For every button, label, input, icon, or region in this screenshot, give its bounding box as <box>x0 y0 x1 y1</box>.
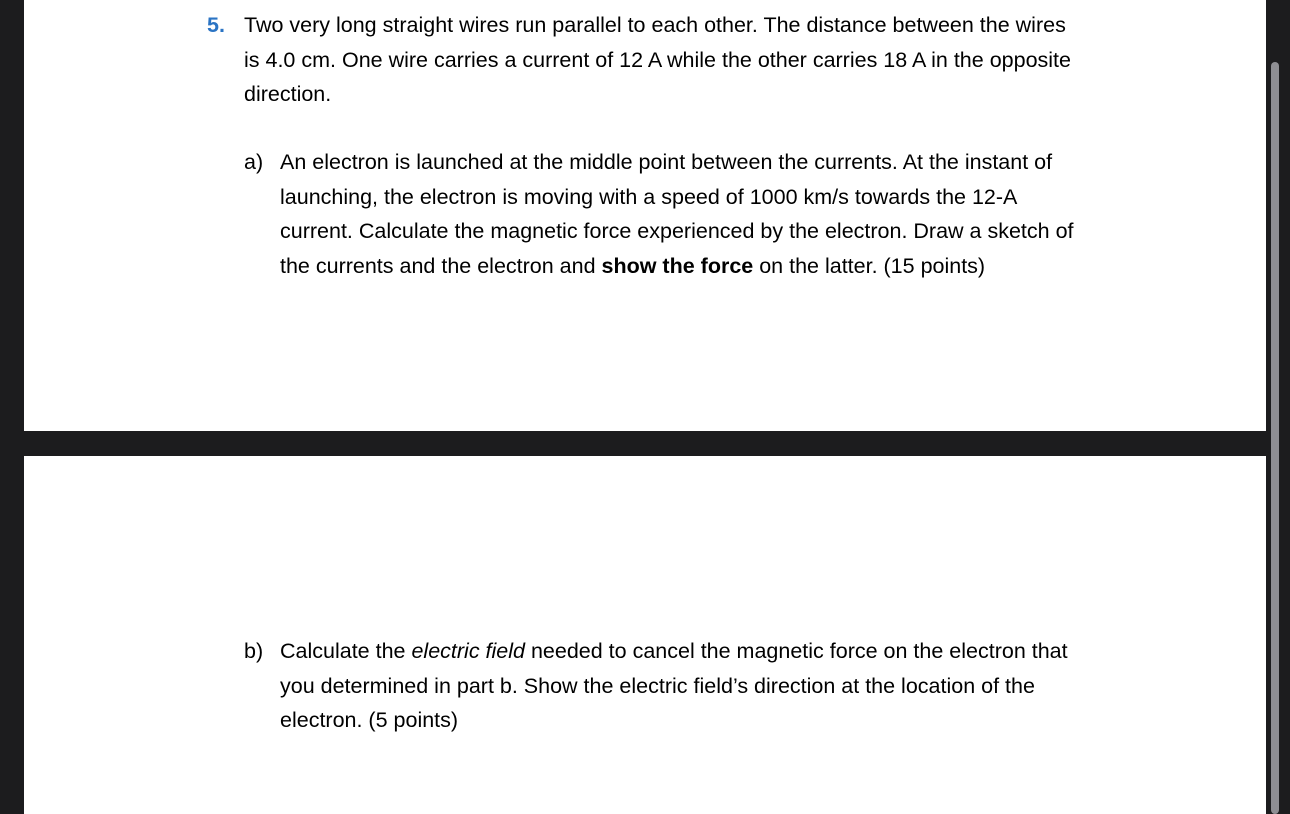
part-b-line1-post: needed to cancel the magnetic force on the electron that <box>524 639 1068 663</box>
part-b-emphasis: electric field <box>411 639 525 663</box>
part-a-line: An electron is launched at the middle point between the currents. At the instant of <box>280 150 1053 174</box>
question-number: 5. <box>207 13 225 37</box>
part-a-label: a) <box>244 150 264 174</box>
part-b-line <box>280 634 1125 669</box>
part-a-text <box>280 145 1125 283</box>
part-b-label: b) <box>244 639 264 663</box>
part-a-line: current. Calculate the magnetic force experienced by the electron. Draw a sketch of <box>280 219 1074 243</box>
question-line: Two very long straight wires run parallel to each other. The distance between the wires <box>244 13 1066 37</box>
part-a-line <box>280 249 1125 284</box>
scrollbar-thumb[interactable] <box>1271 62 1279 814</box>
part-a-line4-pre: the currents and the electron and <box>280 253 602 278</box>
question-line: is 4.0 cm. One wire carries a current of 12 A while the other carries 18 A in the opposite <box>244 47 1071 72</box>
part-a-line: launching, the electron is moving with a speed of 1000 km/s towards the 12-A <box>280 184 1018 209</box>
part-a-emphasis: show the force <box>601 253 754 278</box>
part-a-line4-post: on the latter. (15 points) <box>753 253 986 278</box>
question-text <box>244 8 1124 112</box>
part-b-line: you determined in part b. Show the electric field’s direction at the location of the <box>280 673 1035 698</box>
question-line: direction. <box>244 82 332 106</box>
part-b-line1-pre: Calculate the <box>280 639 412 663</box>
part-b-text <box>280 634 1125 738</box>
part-b-line: electron. (5 points) <box>280 708 459 732</box>
